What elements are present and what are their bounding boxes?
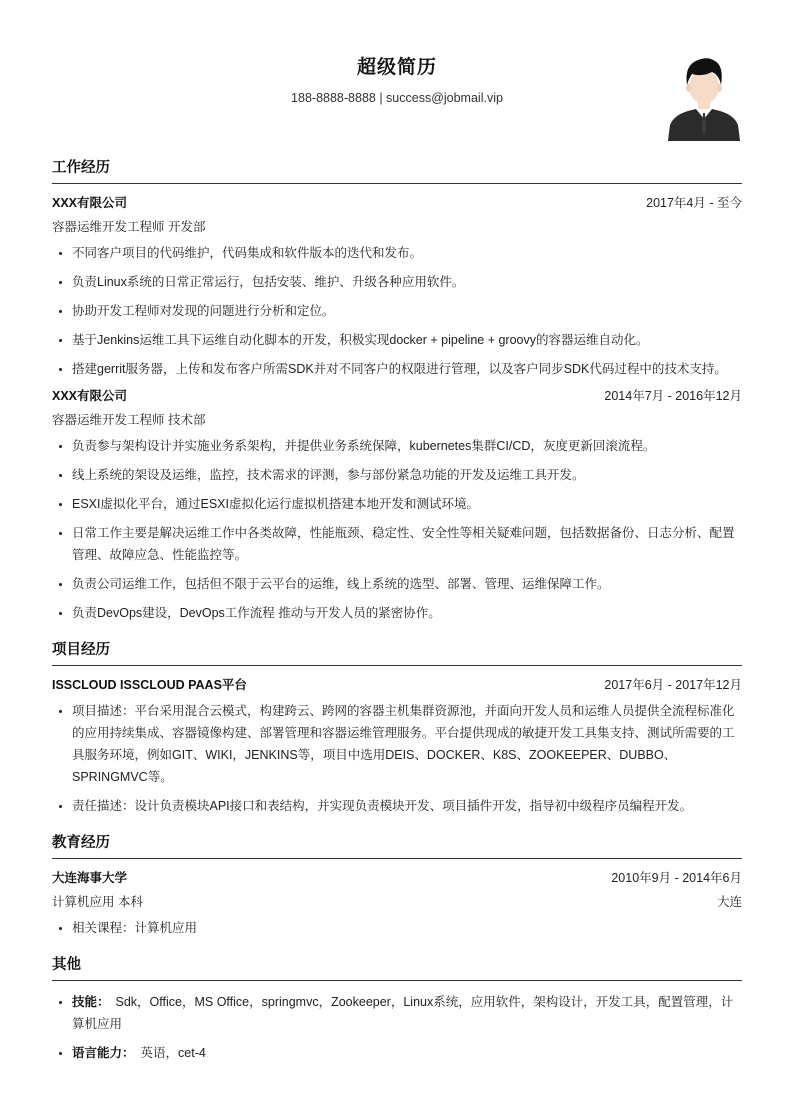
list-item: • 负责DevOps建设，DevOps工作流程 推动与开发人员的紧密协作。 bbox=[72, 602, 742, 624]
skills-item bbox=[72, 991, 742, 1035]
bullet-list bbox=[52, 700, 742, 817]
language-value: 英语，cet-4 bbox=[140, 1046, 206, 1060]
project-name: ISSCLOUD ISSCLOUD PAAS平台 bbox=[52, 678, 247, 692]
company-name: XXX有限公司 bbox=[52, 389, 128, 403]
education-section-title: 教育经历 bbox=[52, 831, 742, 859]
list-item: • 基于Jenkins运维工具下运维自动化脚本的开发，积极实现docker + pipeline + groovy的容器运维自动化。 bbox=[72, 329, 742, 351]
other-section-title: 其他 bbox=[52, 953, 742, 981]
list-item: • 搭建gerrit服务器，上传和发布客户所需SDK并对不同客户的权限进行管理，以及客户同步SDK代码过程中的技术支持。 bbox=[72, 358, 742, 380]
date-range: 2014年7月 - 2016年12月 bbox=[604, 389, 742, 403]
list-item: • 日常工作主要是解决运维工作中各类故障，性能瓶颈、稳定性、安全性等相关疑难问题，包括数据备份、日志分析、配置管理、故障应急、性能监控等。 bbox=[72, 522, 742, 566]
work-entry bbox=[52, 194, 742, 380]
contact-info: 188-8888-8888 | success@jobmail.vip bbox=[291, 91, 503, 105]
list-item: • 责任描述：设计负责模块API接口和表结构，并实现负责模块开发、项目插件开发，指导初中级程序员编程开发。 bbox=[72, 795, 742, 817]
list-item: • 线上系统的架设及运维，监控，技术需求的评测，参与部份紧急功能的开发及运维工具开发。 bbox=[72, 464, 742, 486]
resume-content bbox=[52, 156, 742, 1078]
education-entry bbox=[52, 869, 742, 939]
date-range: 2010年9月 - 2014年6月 bbox=[611, 871, 742, 885]
list-item: • 不同客户项目的代码维护，代码集成和软件版本的迭代和发布。 bbox=[72, 242, 742, 264]
school-name: 大连海事大学 bbox=[52, 871, 128, 885]
school-location: 大连 bbox=[716, 895, 742, 909]
job-role: 容器运维开发工程师 技术部 bbox=[52, 413, 206, 427]
projects-section bbox=[52, 638, 742, 817]
avatar bbox=[668, 55, 740, 141]
resume-name: 超级简历 bbox=[356, 57, 437, 78]
education-section bbox=[52, 831, 742, 939]
bullet-list bbox=[52, 917, 742, 939]
job-role: 容器运维开发工程师 开发部 bbox=[52, 220, 206, 234]
date-range: 2017年6月 - 2017年12月 bbox=[604, 678, 742, 692]
list-item: • ESXI虚拟化平台，通过ESXI虚拟化运行虚拟机搭建本地开发和测试环境。 bbox=[72, 493, 742, 515]
list-item: • 项目描述：平台采用混合云模式，构建跨云、跨网的容器主机集群资源池，并面向开发人员和运维人员提供全流程标准化的应用持续集成、容器镜像构建、部署管理和容器运维管理服务。平台提供现成的敏捷开发工具集支持、测试所需要的工具服务环境，例如GIT、WIKI，JENKINS等，项目中选用DEIS、DOCKER、K8S、ZOOKEEPER、DUBBO、SPRINGMVC等。 bbox=[72, 700, 742, 788]
work-entry bbox=[52, 387, 742, 624]
major-degree: 计算机应用 本科 bbox=[52, 895, 143, 909]
other-section bbox=[52, 953, 742, 1064]
project-entry bbox=[52, 676, 742, 817]
bullet-list bbox=[52, 991, 742, 1064]
list-item: • 相关课程：计算机应用 bbox=[72, 917, 742, 939]
work-section bbox=[52, 156, 742, 624]
list-item: • 负责公司运维工作，包括但不限于云平台的运维，线上系统的选型、部署、管理、运维保障工作。 bbox=[72, 573, 742, 595]
work-section-title: 工作经历 bbox=[52, 156, 742, 184]
bullet-list bbox=[52, 242, 742, 380]
list-item: • 负责参与架构设计并实施业务系架构，并提供业务系统保障，kubernetes集群CI/CD，灰度更新回滚流程。 bbox=[72, 435, 742, 457]
skills-label: 技能： bbox=[72, 995, 110, 1009]
projects-section-title: 项目经历 bbox=[52, 638, 742, 666]
language-item bbox=[72, 1042, 742, 1064]
skills-value: Sdk，Office，MS Office，springmvc，Zookeeper，Linux系统，应用软件，架构设计，开发工具，配置管理，计算机应用 bbox=[72, 995, 734, 1031]
date-range: 2017年4月 - 至今 bbox=[646, 196, 742, 210]
list-item: • 负责Linux系统的日常正常运行，包括安装、维护、升级各种应用软件。 bbox=[72, 271, 742, 293]
bullet-list bbox=[52, 435, 742, 624]
company-name: XXX有限公司 bbox=[52, 196, 128, 210]
language-label: 语言能力： bbox=[72, 1046, 135, 1060]
list-item: • 协助开发工程师对发现的问题进行分析和定位。 bbox=[72, 300, 742, 322]
